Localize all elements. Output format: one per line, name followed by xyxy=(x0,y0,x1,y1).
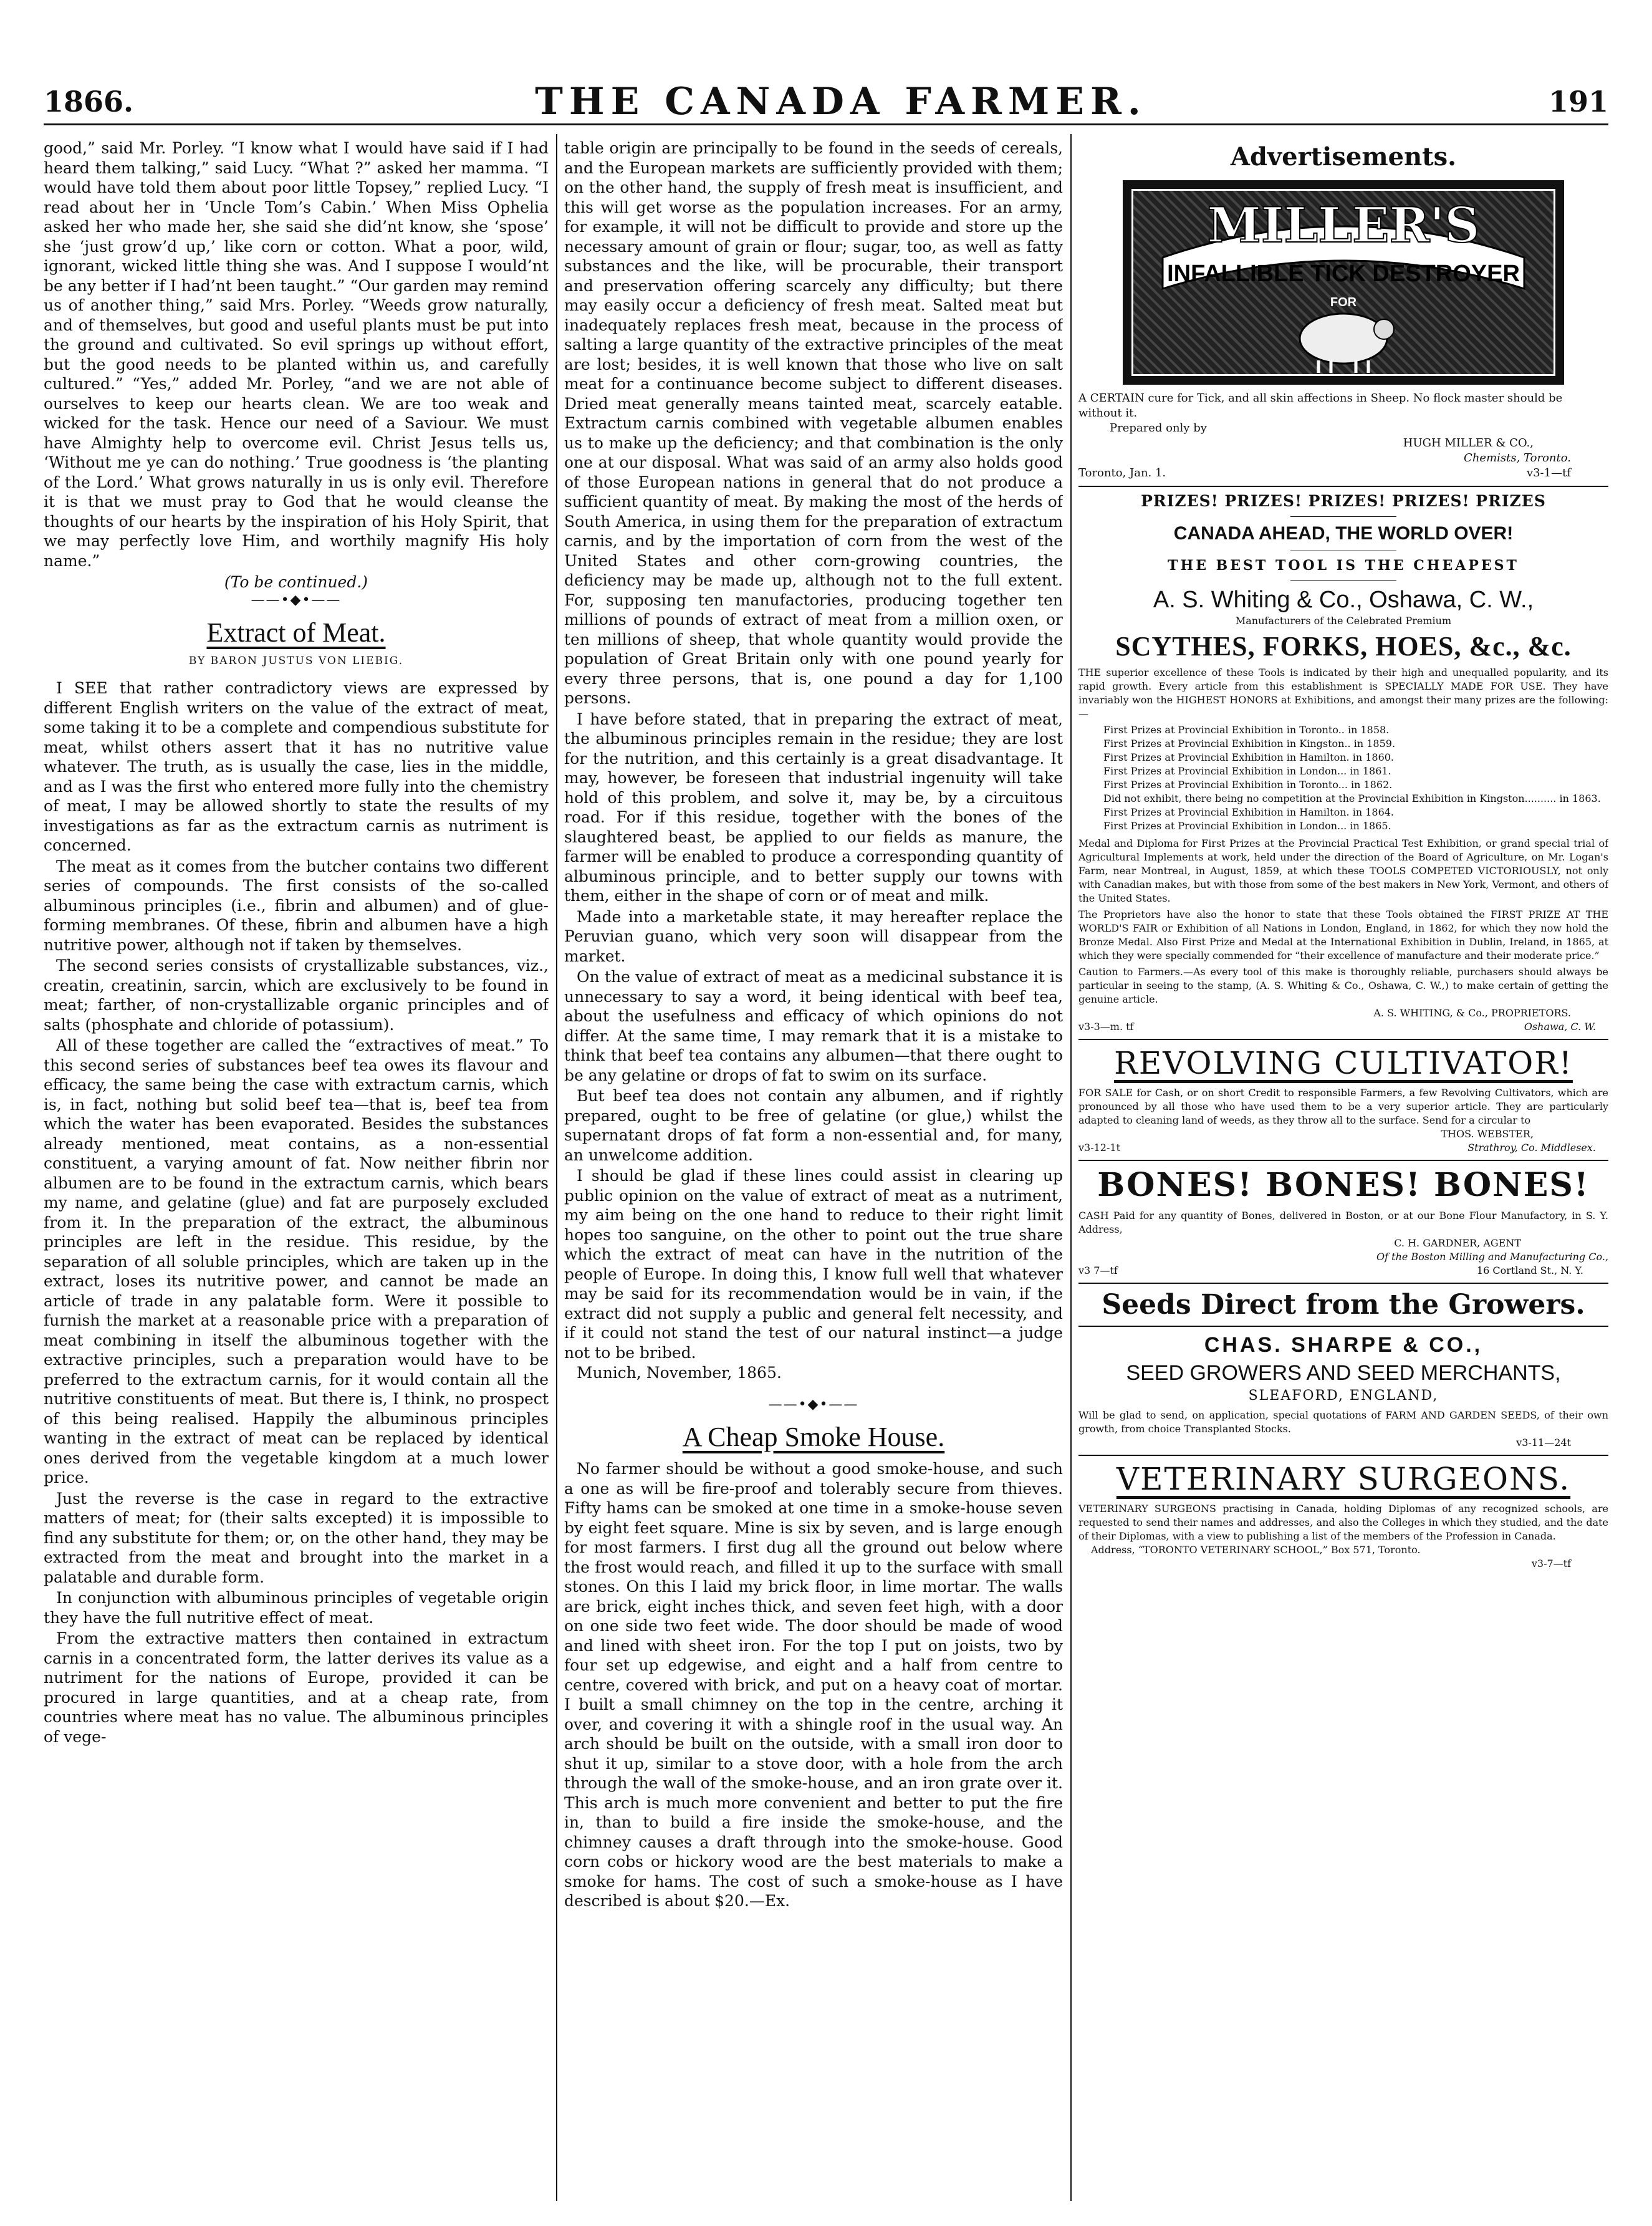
veterinary-heading: VETERINARY SURGEONS. xyxy=(1116,1461,1571,1497)
article-paragraph: Made into a marketable state, it may hereafter replace the Peruvian guano, which very soon will disappear from the market. xyxy=(564,907,1063,965)
ad-divider xyxy=(1078,1160,1608,1161)
article-dateline: Munich, November, 1865. xyxy=(577,1364,782,1382)
prize-item: First Prizes at Provincial Exhibition in Hamilton. in 1860. xyxy=(1103,751,1395,763)
advertisements-heading: Advertisements. xyxy=(1230,142,1457,171)
miller-firm: HUGH MILLER & CO., xyxy=(1403,436,1534,450)
whiting-firm-name: A. S. Whiting & Co., Oshawa, C. W., xyxy=(1153,587,1534,613)
canada-ahead: CANADA AHEAD, THE WORLD OVER! xyxy=(1173,523,1514,544)
logo-subtitle: INFALLIBLE TICK DESTROYER xyxy=(1167,261,1520,287)
prize-list xyxy=(1103,723,1608,833)
to-be-continued: (To be continued.) xyxy=(224,573,368,591)
miller-footer xyxy=(1078,466,1608,481)
ad-divider xyxy=(1078,1455,1608,1456)
ad-divider xyxy=(1078,1039,1608,1040)
bones-agent: C. H. GARDNER, AGENT xyxy=(1394,1237,1521,1249)
article-paragraph: All of these together are called the “extractives of meat.” To this second series of substances beef tea owes its flavour and efficacy, the same being the case with extractum carnis, which is, in fact, nothing but solid beef tea—that is, beef tea from which the water has been evaporated. Besides the substances already mentioned, meat contains, as a non-essential constituent, a varying amount of fat. Now neither fibrin nor albumen are to be found in the extractum carnis, which bears my name, and gelatine (glue) and fat are purposely excluded from it. In the preparation of the extract, the albuminous principles are left in the residue. This residue, by the separation of all soluble principles, which are taken up in the extract, loses its nutritive power, and cannot be made an article of trade in any palatable form. Were it possible to furnish the market at a reasonable price with a preparation of meat combining in itself the albuminous together with the extractive principles, such a preparation would have to be preferred to the extractum carnis, for it would contain all the nutritive constituents of meat. But there is, I think, no prospect of this being realised. Happily the albuminous principles wanting in the extract of meat can be replaced by identical ones derived from the vegetable kingdom at a much lower price. xyxy=(44,1036,549,1486)
bones-heading: BONES! BONES! BONES! xyxy=(1097,1166,1590,1204)
bones-text: CASH Paid for any quantity of Bones, delivered in Boston, or at our Bone Flour Manufactory, in S. Y. Address, xyxy=(1078,1210,1608,1235)
prize-item: First Prizes at Provincial Exhibition in Hamilton. in 1864. xyxy=(1103,806,1395,818)
article-paragraph: table origin are principally to be found in the seeds of cereals, and the European markets are sufficiently provided with them; on the other hand, the supply of fresh meat is insufficient, and this will get worse as the population increases. For an army, for example, it will not be difficult to provide and store up the necessary amount of grain or flour; sugar, too, as well as fatty substances and the like, will be procurable, their transport and preservation offering scarcely any difficulty; but there may easily occur a deficiency of fresh meat. Salted meat but inadequately replaces fresh meat, because in the process of salting a large quantity of the extractive principles of the meat are lost; besides, it is well known that those who live on salt meat for a continuance become subject to different diseases. Dried meat generally means tainted meat, scarcely eatable. Extractum carnis combined with vegetable albumen enables us to make up the deficiency; and that combination is the only one at our disposal. What was said of an army also holds good of those European nations in general that do not produce a sufficient quantity of meat. By making the most of the herds of South America, in using them for the preparation of extractum carnis, and by the importation of corn from the west of the United States and other corn-growing countries, the deficiency may be made up, although not to the full extent. For, supposing ten manufactories, producing together ten millions of pounds of extract of meat from a million oxen, or ten millions of sheep, that whole quantity would provide the population of Great Britain only with one pound yearly for every three persons, that is, one pound a day for 1,100 persons. xyxy=(564,139,1063,707)
article-byline: BY BARON JUSTUS VON LIEBIG. xyxy=(188,655,404,667)
article-paragraph: I SEE that rather contradictory views are expressed by different English writers on the value of the extract of meat, some taking it to be a complete and compendious substitute for meat, whilst others assert that it has no nutritive value whatever. The truth, as is usually the case, lies in the middle, and as I was the first who entered more fully into the chemistry of meat, I may be allowed shortly to state the results of my investigations as far as the extractum carnis as nutriment is concerned. xyxy=(44,679,549,854)
article-paragraph: I have before stated, that in preparing the extract of meat, the albuminous principles remain in the residue; they are lost for the nutrition, and this certainly is a great disadvantage. It may, however, be foreseen that industrial ingenuity will take hold of this problem, and solve it, may be, by a circuitous road. For if this residue, together with the bones of the slaughtered beast, be applied to our fields as manure, the farmer will be enabled to produce a corresponding quantity of albuminous principle, and to better supply our towns with them, either in the shape of corn or of meat and milk. xyxy=(564,710,1063,905)
logo-artwork xyxy=(1125,183,1562,382)
article-paragraph: The second series consists of crystallizable substances, viz., creatin, creatinin, sarcin, which are exclusively to be found in meat; farther, of non-crystallizable organic principles and of salts (phosphate and chloride of potassium). xyxy=(44,956,549,1034)
veterinary-address: Address, “TORONTO VETERINARY SCHOOL,” Box 571, Toronto. xyxy=(1091,1544,1421,1556)
sleaford: SLEAFORD, ENGLAND, xyxy=(1248,1388,1439,1404)
sheep-head xyxy=(1374,319,1394,339)
revolving-name: THOS. WEBSTER, xyxy=(1441,1128,1534,1140)
short-rule xyxy=(1290,580,1396,581)
article-paragraph: I should be glad if these lines could assist in clearing up public opinion on the value of extract of meat as a nutriment, my aim being on the one hand to reduce to their right limit hopes too sanguine, on the other to point out the true share which the extract of meat can have in the nutrition of the people of Europe. In doing this, I know full well that whatever may be said for its recommendation would be in vain, if the extract did not supply a public and general felt necessity, and if it could not stand the test of our natural instinct—a judge not to be bribed. xyxy=(564,1167,1063,1362)
revolving-footer xyxy=(1078,1141,1608,1155)
revolving-text: FOR SALE for Cash, or on short Credit to responsible Farmers, a few Revolving Cultivators, which are pronounced by all those who have used them to be a very superior article. They are particularly adapted to cleaning land of weeds, as they throw all to the surface. Send for a circular to xyxy=(1078,1087,1608,1126)
whiting-honor-text: The Proprietors have also the honor to state that these Tools obtained the FIRST PRIZE AT THE WORLD'S FAIR or Exhibition of all Nations in London, England, in 1862, for which they now hold the Bronze Medal. Also First Prize and Medal at the International Exhibition in Dublin, Ireland, in 1865, at which they were specially commended for “their excellence of manufacture and their moderate price.” xyxy=(1078,908,1608,961)
prizes-banner: PRIZES! PRIZES! PRIZES! PRIZES! PRIZES xyxy=(1141,492,1546,510)
seeds-heading: Seeds Direct from the Growers. xyxy=(1102,1289,1585,1321)
scythes-heading: SCYTHES, FORKS, HOES, &c., &c. xyxy=(1115,631,1572,662)
prize-item: Did not exhibit, there being no competition at the Provincial Exhibition in Kingston.......... in 1863. xyxy=(1103,793,1601,804)
logo-title: MILLER'S xyxy=(1207,197,1480,254)
seeds-ref: v3-11—24t xyxy=(1516,1437,1571,1448)
whiting-location: Oshawa, C. W. xyxy=(1524,1021,1596,1033)
whiting-ref: v3-3—m. tf xyxy=(1078,1021,1134,1033)
prize-item: First Prizes at Provincial Exhibition in Toronto.. in 1858. xyxy=(1103,724,1390,736)
article-paragraph: The meat as it comes from the butcher contains two different series of compounds. The first consists of the so-called albuminous principles (i.e., fibrin and albumen) and of glue-forming membranes. Of these, fibrin and albumen have a high nutritive power, although not if taken by themselves. xyxy=(44,857,549,954)
article-paragraph: On the value of extract of meat as a medicinal substance it is unnecessary to say a word, it being identical with beef tea, about the usefulness and efficacy of which opinions do not differ. At the same time, I may remark that it is a mistake to think that beef tea contains any albumen—that there ought to be any gelatine or drops of fat to swim on its surface. xyxy=(564,968,1063,1084)
story-continuation: good,” said Mr. Porley. “I know what I would have said if I had heard them talking,” said Lucy. “What ?” asked her mamma. “I would have told them about poor little Topsey,” replied Lucy. “I read about her in ‘Uncle Tom’s Cabin.’ When Miss Ophelia asked her who made her, she said she did’nt know, she ‘spose’ she ‘just grow’d up,’ like corn or cotton. What a poor, wild, ignorant, wicked little thing she was. And I suppose I would’nt be any better if I had’nt been taught.” “Our garden may remind us of another thing,” said Mrs. Porley. “Weeds grow naturally, and of themselves, but good and useful plants must be put into the ground and cultivated. So evil springs up without effort, but the good needs to be planted within us, and carefully cultured.” “Yes,” added Mr. Porley, “and we are not able of ourselves to keep our hearts clean. We are too weak and wicked for the task. Hence our need of a Saviour. We must have Almighty help to overcome evil. Christ Jesus tells us, ‘Without me ye can do nothing.’ True goodness is ‘the planting of the Lord.’ What grows naturally in us is only evil. Therefore it is that we must pray to God that he would cleanse the thoughts of our hearts by the inspiration of his Holy Spirit, that we may perfectly love Him, and worthily magnify His holy name.” xyxy=(44,139,549,570)
prize-item: First Prizes at Provincial Exhibition in London... in 1865. xyxy=(1103,820,1391,832)
best-tool-line: THE BEST TOOL IS THE CHEAPEST xyxy=(1168,557,1519,574)
prize-item: First Prizes at Provincial Exhibition in London... in 1861. xyxy=(1103,765,1391,777)
column-3-advertisements xyxy=(1078,138,1608,2201)
prize-item: First Prizes at Provincial Exhibition in Kingston.. in 1859. xyxy=(1103,738,1396,749)
article-paragraph: In conjunction with albuminous principles of vegetable origin they have the full nutritive effect of meat. xyxy=(44,1589,549,1627)
seeds-text: Will be glad to send, on application, special quotations of FARM AND GARDEN SEEDS, of their own growth, from choice Transplanted Stocks. xyxy=(1078,1409,1608,1435)
column-divider-1 xyxy=(556,134,557,2201)
miller-chemists: Chemists, Toronto. xyxy=(1464,451,1571,465)
short-rule xyxy=(1290,516,1396,517)
article-paragraph: But beef tea does not contain any albumen, and if rightly prepared, ought to be free of gelatine (or glue,) whilst the supernatant drops of fat form a non-essential and, for many, an unwelcome addition. xyxy=(564,1087,1063,1164)
bones-address: 16 Cortland St., N. Y. xyxy=(1476,1265,1583,1276)
revolving-cultivator-heading: REVOLVING CULTIVATOR! xyxy=(1114,1045,1573,1081)
seed-growers: SEED GROWERS AND SEED MERCHANTS, xyxy=(1126,1361,1561,1385)
ornament-divider: ——•◆•—— xyxy=(768,1397,859,1412)
column-2 xyxy=(564,138,1063,2201)
whiting-manufacturers: Manufacturers of the Celebrated Premium xyxy=(1235,615,1452,627)
masthead-title: THE CANADA FARMER. xyxy=(535,80,1147,123)
article-paragraph: No farmer should be without a good smoke-house, and such a one as will be fire-proof and tolerably secure from thieves. Fifty hams can be smoked at one time in a smoke-house seven by eight feet square. Mine is six by seven, and is large enough for most farmers. I first dug all the ground out below where the frost would reach, and filled it up to the surface with small stones. On this I laid my brick floor, in lime mortar. The walls are brick, eight inches thick, and seven feet high, with a door on one side two feet wide. The door should be made of wood and lined with sheet iron. For the top I put on joists, two by four set up edgewise, and eight and a half from centre to centre, covered with brick, and put on a heavy coat of mortar. I built a small chimney on the top in the centre, arching it over, and covering it with a shingle roof in the usual way. An arch should be built on the outside, with a small iron door to shut it up, similar to a stove door, with a hole from the arch through the wall of the smoke-house, and an iron grate over it. This arch is much more convenient and better to put the fire in, than to build a fire inside the smoke-house, and the chimney causes a draft through into the smoke-house. Good corn cobs or hickory wood are the best materials to make a smoke for hams. The cost of such a smoke-house as I have described is about $20.—Ex. xyxy=(564,1460,1063,1910)
column-divider-2 xyxy=(1070,134,1072,2201)
ad-divider xyxy=(1078,486,1608,487)
sharpe-firm: CHAS. SHARPE & CO., xyxy=(1204,1333,1483,1357)
bones-ref: v3 7—tf xyxy=(1078,1265,1118,1276)
revolving-location: Strathroy, Co. Middlesex. xyxy=(1467,1142,1596,1154)
miller-date: Toronto, Jan. 1. xyxy=(1078,466,1166,479)
ornament-divider: ——•◆•—— xyxy=(251,592,342,608)
whiting-medal-text: Medal and Diploma for First Prizes at the Provincial Practical Test Exhibition, or grand special trial of Agricultural Implements at work, held under the direction of the Board of Agriculture, on Mr. Logan's Farm, near Montreal, in August, 1859, at which these TOOLS COMPETED VICTORIOUSLY, not only with Canadian makes, but with those from some of the best makers in New York, Vermont, and others of the United States. xyxy=(1078,837,1608,904)
miller-ad-text: A CERTAIN cure for Tick, and all skin affections in Sheep. No flock master should be without it. xyxy=(1078,392,1563,420)
logo-for: FOR xyxy=(1330,296,1357,309)
ad-divider xyxy=(1078,1283,1608,1284)
whiting-signature: A. S. WHITING, & Co., PROPRIETORS. xyxy=(1373,1007,1571,1019)
masthead xyxy=(44,80,1608,125)
whiting-intro: THE superior excellence of these Tools is indicated by their high and unequalled popularity, and its rapid growth. Every article from this establishment is SPECIALLY MADE FOR USE. They have invariably won the HIGHEST HONORS at Exhibitions, and amongst their many prizes are the following:— xyxy=(1078,667,1608,720)
veterinary-ref: v3-7—tf xyxy=(1531,1558,1571,1569)
prize-item: First Prizes at Provincial Exhibition in Toronto... in 1862. xyxy=(1103,779,1393,791)
article-title-extract-of-meat: Extract of Meat. xyxy=(206,617,386,648)
whiting-footer xyxy=(1078,1020,1608,1034)
sheep-icon xyxy=(1300,314,1387,364)
bones-company: Of the Boston Milling and Manufacturing Co., xyxy=(1376,1251,1608,1263)
caution-to-farmers: Caution to Farmers.—As every tool of this make is thoroughly reliable, purchasers should always be particular in seeing to the stamp, (A. S. Whiting & Co., Oshawa, C. W.,) to make certain of getting the genuine article. xyxy=(1078,966,1608,1005)
article-paragraph: Just the reverse is the case in regard to the extractive matters of meat; for (their salts excepted) it is impossible to find any substitute for them; or, on the other hand, they may be extracted from the meat and brought into the market in a palatable and durable form. xyxy=(44,1489,549,1586)
article-paragraph: From the extractive matters then contained in extractum carnis in a concentrated form, the latter derives its value as a nutriment for the nations of Europe, provided it can be procured in large quantities, and at a cheap rate, from countries where meat has no value. The albuminous principles of vege- xyxy=(44,1629,549,1746)
ad-divider xyxy=(1078,1326,1608,1327)
millers-logo xyxy=(1123,180,1564,385)
masthead-year: 1866. xyxy=(44,85,134,118)
column-1 xyxy=(44,138,549,2201)
miller-ref: v3-1—tf xyxy=(1526,466,1571,479)
page-number: 191 xyxy=(1548,85,1608,118)
bones-footer xyxy=(1078,1264,1608,1278)
revolving-ref: v3-12-1t xyxy=(1078,1142,1120,1154)
article-title-smoke-house: A Cheap Smoke House. xyxy=(682,1422,945,1452)
veterinary-text: VETERINARY SURGEONS practising in Canada, holding Diplomas of any recognized schools, are requested to send their names and addresses, and also the Colleges in which they studied, and the date of their Diplomas, with a view to publishing a list of the members of the Profession in Canada. xyxy=(1078,1503,1608,1542)
miller-prepared-by: Prepared only by xyxy=(1110,422,1207,435)
